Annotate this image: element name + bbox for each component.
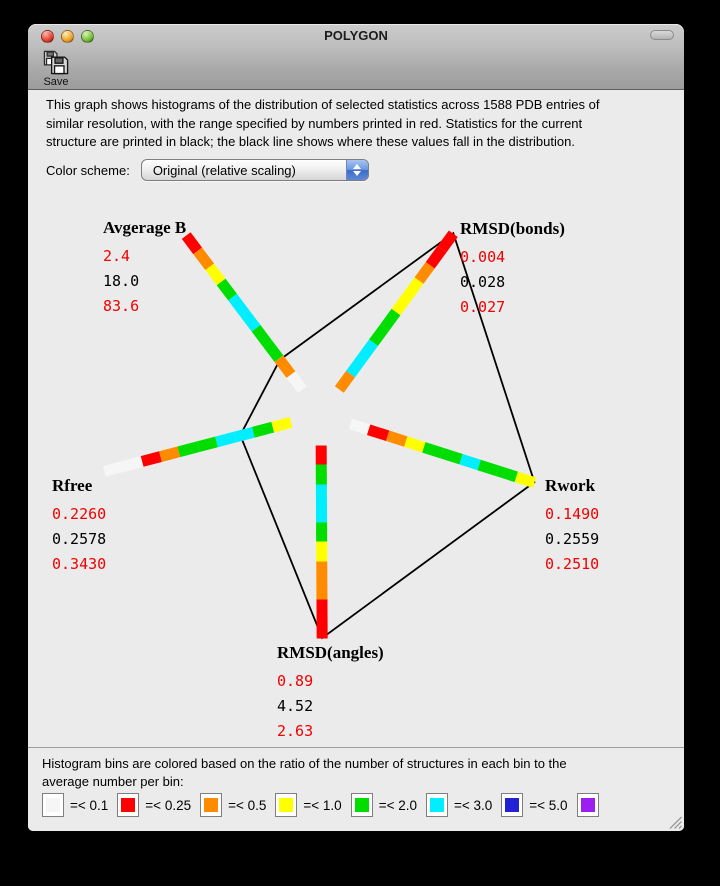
description-line: structure are printed in black; the black line shows where these values fall in the distribution.	[46, 134, 575, 149]
histogram-bin-red	[437, 230, 457, 252]
save-button-label: Save	[43, 76, 69, 88]
legend-text-line: Histogram bins are colored based on the ratio of the number of structures in each bin to the	[42, 756, 567, 771]
save-floppy-icon	[42, 48, 70, 75]
color-scheme-selected-value: Original (relative scaling)	[152, 162, 296, 178]
popup-arrows-icon	[346, 160, 368, 180]
legend-swatch-red	[117, 793, 139, 817]
axis-label-rmsd_bonds: RMSD(bonds)	[460, 219, 565, 238]
axis-max-value: 0.2510	[545, 555, 600, 573]
toolbar-toggle-pill[interactable]	[650, 30, 674, 40]
window-header	[28, 24, 684, 90]
axis-max-value: 2.63	[277, 722, 314, 740]
polygon-window	[28, 24, 684, 831]
axis-label-rfree: Rfree	[52, 476, 93, 495]
legend-swatch-blue	[501, 793, 523, 817]
legend-bin-label: =< 3.0	[453, 797, 493, 813]
legend-bin-label: =< 0.5	[228, 797, 267, 813]
histogram-bar-rmsd_angles	[316, 414, 328, 638]
axis-values-rfree	[52, 502, 106, 577]
axis-label-rmsd_angles: RMSD(angles)	[277, 643, 384, 662]
histogram-bar-rmsd_bonds	[317, 230, 458, 417]
color-scheme-row	[46, 159, 369, 181]
histogram-bin-yellow	[271, 417, 292, 433]
histogram-bin-cyan	[215, 431, 236, 447]
legend-bin-label: =< 0.25	[145, 797, 192, 813]
histogram-bin-orange	[316, 580, 327, 599]
resize-grip[interactable]	[669, 816, 682, 829]
histogram-bin-yellow	[316, 541, 327, 560]
axis-max-value: 0.3430	[52, 555, 107, 573]
histogram-bin-green	[316, 464, 327, 483]
histogram-bin-red	[316, 445, 327, 464]
legend-swatch-orange	[200, 793, 222, 817]
description-line: similar resolution, with the range specified by numbers printed in red. Statistics for the current	[46, 115, 583, 131]
axis-values-rmsd_bonds	[460, 245, 505, 320]
legend-swatch-white	[42, 793, 64, 817]
legend-swatch-green	[351, 793, 373, 817]
legend-text-line: average number per bin:	[42, 774, 184, 789]
titlebar[interactable]	[28, 24, 684, 46]
legend-swatch-cyan	[426, 793, 448, 817]
histogram-bin-red	[316, 599, 327, 618]
legend-swatch-purple	[577, 793, 599, 817]
description-line: This graph shows histograms of the distribution of selected statistics across 1588 PDB entries of	[46, 97, 600, 112]
axis-current-value: 4.52	[277, 697, 314, 715]
histogram-bin-cyan	[316, 503, 327, 522]
axis-min-value: 0.2260	[52, 505, 107, 523]
axis-current-value: 0.028	[460, 273, 506, 291]
color-scheme-label: Color scheme:	[46, 162, 130, 178]
legend-bin-label: =< 5.0	[529, 797, 568, 813]
legend-bin-label: =< 2.0	[378, 797, 417, 813]
histogram-bin-orange	[316, 561, 327, 580]
axis-current-value: 0.2578	[52, 530, 107, 548]
window-title: POLYGON	[324, 28, 388, 43]
histogram-bin-red	[317, 619, 328, 638]
histogram-bin-red	[140, 451, 161, 467]
axis-min-value: 0.89	[277, 672, 314, 690]
axis-current-value: 18.0	[103, 272, 140, 290]
histogram-bar-rfree	[103, 409, 322, 476]
axis-min-value: 0.004	[460, 248, 506, 266]
axis-label-avg_b: Avgerage B	[103, 218, 187, 237]
legend-bin-label: =< 1.0	[303, 797, 342, 813]
histogram-bin-green	[316, 522, 327, 541]
legend-bin-label: =< 0.1	[70, 797, 109, 813]
histogram-bin-white	[103, 461, 124, 477]
description-text	[46, 96, 671, 152]
axis-values-rwork	[545, 502, 599, 577]
histogram-bar-avg_b	[182, 232, 326, 418]
polygon-plot	[28, 187, 684, 747]
color-scheme-popup[interactable]	[141, 159, 369, 181]
histogram-bin-green	[252, 421, 273, 437]
histogram-bin-yellow	[514, 471, 536, 487]
axis-min-value: 0.1490	[545, 505, 600, 523]
histogram-bin-orange	[159, 446, 180, 462]
histogram-bin-white	[122, 456, 143, 472]
legend-panel	[28, 747, 684, 831]
axis-max-value: 83.6	[103, 297, 140, 315]
histogram-bin-cyan	[316, 484, 327, 503]
legend-swatch-yellow	[275, 793, 297, 817]
axis-label-rwork: Rwork	[545, 476, 596, 495]
histogram-bin-green	[178, 441, 199, 457]
axis-min-value: 2.4	[103, 247, 131, 265]
histogram-bin-green	[196, 436, 217, 452]
histogram-bar-rwork	[319, 409, 536, 488]
axis-values-rmsd_angles	[277, 669, 313, 744]
axis-values-avg_b	[103, 244, 139, 319]
legend-bins-row	[42, 793, 605, 817]
axis-max-value: 0.027	[460, 298, 506, 316]
legend-text	[42, 755, 662, 791]
save-button[interactable]	[39, 48, 73, 88]
axis-current-value: 0.2559	[545, 530, 600, 548]
histogram-bin-cyan	[234, 426, 255, 442]
